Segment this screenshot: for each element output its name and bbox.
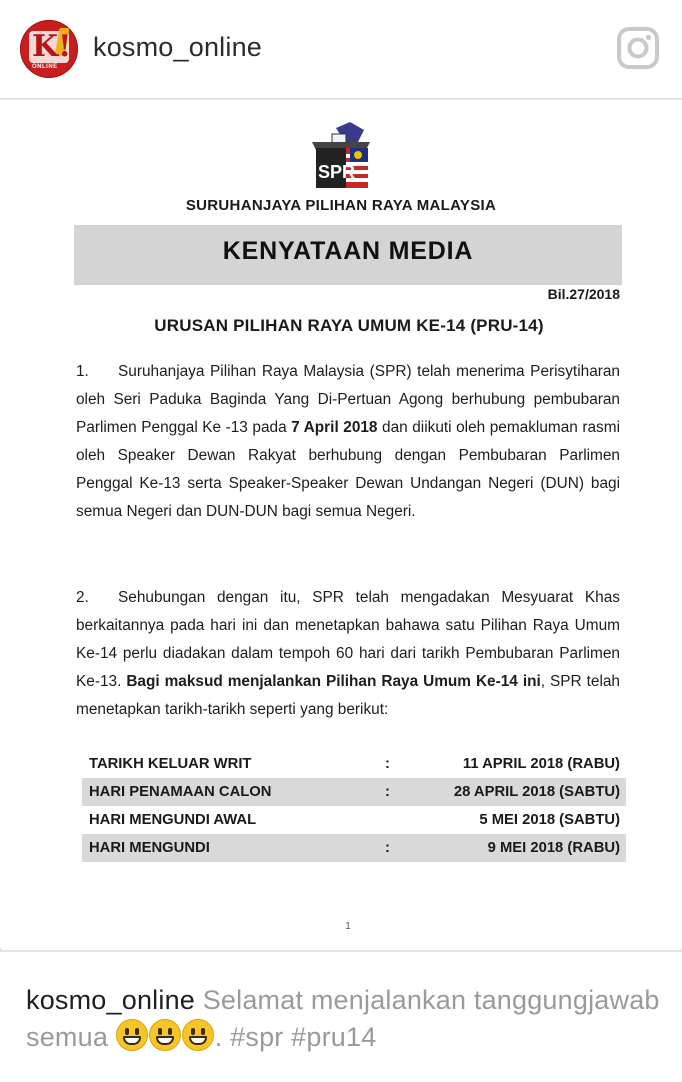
post-caption [0,950,682,1082]
caption-text-block [26,982,666,1056]
schedule-date: 9 MEI 2018 (RABU) [487,840,620,856]
grinning-face-emoji-icon [149,1019,181,1051]
caption-username[interactable]: kosmo_online [26,985,196,1015]
schedule-label: HARI PENAMAAN CALON [89,784,272,800]
banner-title: KENYATAAN MEDIA [222,237,474,265]
election-schedule-table [82,750,626,862]
paragraph-1-text-b: dan diikuti oleh pemakluman rasmi oleh Speaker Dewan Rakyat berhubung dengan Pembubaran Parlimen Penggal Ke-13 serta Speaker-Speaker Dewan Undangan Negeri (DUN) bagi semua Negeri dan DUN-DUN bagi semua Negeri. [76,419,620,520]
paragraph-2-bold: Bagi maksud menjalankan Pilihan Raya Umum Ke-14 ini [126,673,541,690]
spr-ballot-box-logo [306,120,376,192]
schedule-label: TARIKH KELUAR WRIT [89,756,252,772]
avatar-logo-letter: K! [32,29,72,64]
post-username[interactable]: kosmo_online [93,32,263,62]
page-number: 1 [345,921,351,932]
paragraph-2 [76,584,620,724]
grinning-face-emoji-icon [116,1019,148,1051]
paragraph-2-number: 2. [76,589,89,606]
paragraph-2-text-a: Sehubungan dengan itu, SPR telah mengadakan Mesyuarat Khas berkaitannya pada hari ini dan menetapkan bahawa satu Pilihan Raya Umum Ke-14 perlu diadakan dalam tempoh 60 hari dari tarikh Pembubaran Parlimen Ke-13. [76,589,620,690]
paragraph-2-text-b: , SPR telah menetapkan tarikh-tarikh seperti yang berikut: [76,673,620,718]
spr-logo-text: SPR [318,162,356,182]
organization-name: SURUHANJAYA PILIHAN RAYA MALAYSIA [185,197,497,214]
caption-hashtags[interactable]: . #spr #pru14 [214,1022,377,1052]
schedule-row [82,834,626,862]
schedule-date: 28 APRIL 2018 (SABTU) [453,784,620,800]
schedule-row [82,806,626,834]
avatar[interactable] [20,20,78,78]
paragraph-1-number: 1. [76,363,89,380]
paragraph-1-text-a: Suruhanjaya Pilihan Raya Malaysia (SPR) telah menerima Perisytiharan oleh Seri Paduka Baginda Yang Di-Pertuan Agong berhubung pembubaran Parlimen Penggal Ke -13 pada [76,363,620,436]
document-subject: URUSAN PILIHAN RAYA UMUM KE-14 (PRU-14) [154,316,544,335]
press-release-document [0,100,682,948]
schedule-row [82,778,626,806]
schedule-colon: : [385,756,390,772]
schedule-date: 11 APRIL 2018 (RABU) [462,756,620,772]
media-statement-banner [74,225,622,285]
schedule-colon: : [385,840,390,856]
caption-message: Selamat menjalankan tanggungjawab semua [26,985,660,1052]
avatar-logo-subtext: ONLINE [32,64,58,70]
schedule-row [82,750,626,778]
schedule-colon: : [385,784,390,800]
instagram-icon[interactable] [616,26,660,70]
reference-number: Bil.27/2018 [547,286,620,302]
paragraph-1 [76,358,620,526]
schedule-label: HARI MENGUNDI [89,840,210,856]
post-header [0,0,682,100]
schedule-date: 5 MEI 2018 (SABTU) [479,812,620,828]
paragraph-1-bold: 7 April 2018 [291,419,378,436]
schedule-label: HARI MENGUNDI AWAL [89,812,257,828]
grinning-face-emoji-icon [182,1019,214,1051]
